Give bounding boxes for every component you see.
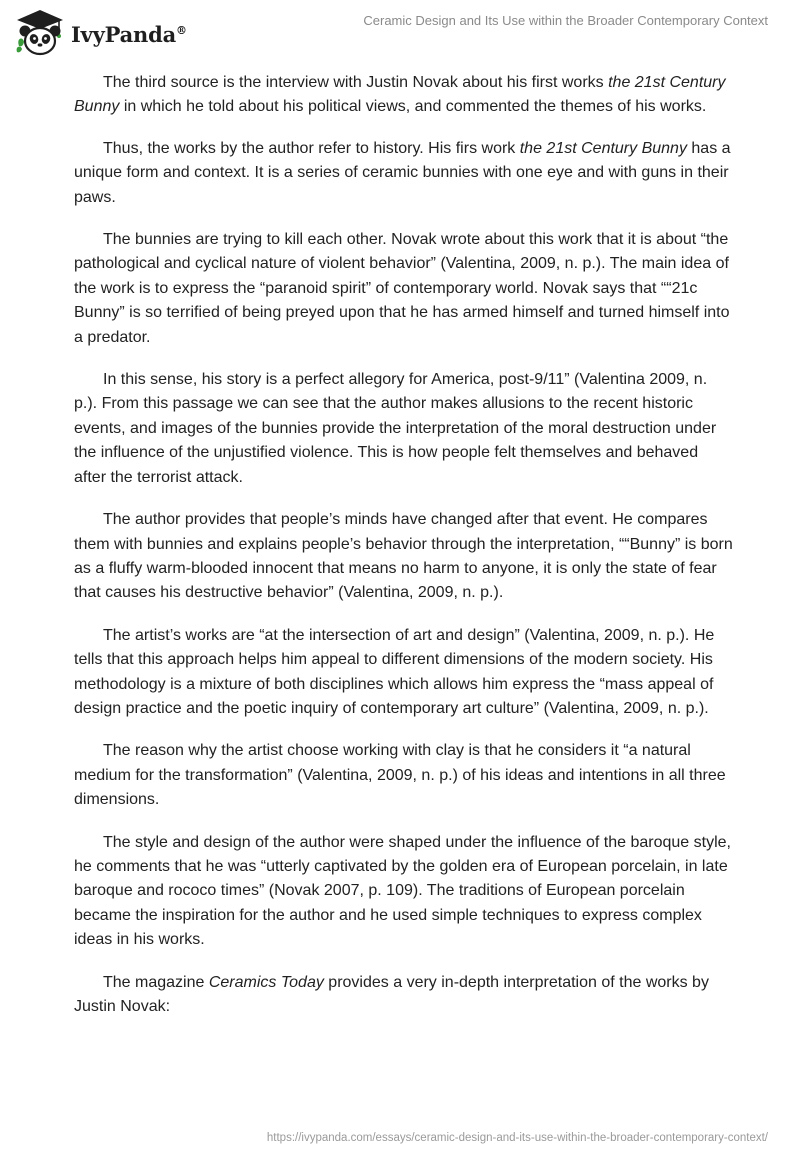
essay-body [74,71,734,1037]
logo-wordmark: IvyPanda® [71,21,187,47]
italic-title: Ceramics Today [208,973,324,991]
ivypanda-logo[interactable] [13,8,187,58]
source-url-link[interactable]: https://ivypanda.com/essays/ceramic-design-and-its-use-within-the-broader-contemporary-context/ [266,1132,768,1144]
paragraph: In this sense, his story is a perfect allegory for America, post-9/11” (Valentina 2009, n. p.). From this passage we can see that the author makes allusions to the recent historic events, and images of the bunnies provide the interpretation of the moral destruction under the influence of the unjustified violence. This is how people felt themselves and behaved after the terrorist attack. [74,371,717,486]
registered-mark: ® [176,23,187,37]
italic-title: the 21st Century Bunny [74,74,726,116]
paragraph: Thus, the works by the author refer to history. His firs work the 21st Century Bunny has a unique form and context. It is a series of ceramic bunnies with one eye and with guns in their paws. [74,139,731,206]
paragraph: The reason why the artist choose working with clay is that he considers it “a natural medium for the transformation” (Valentina, 2009, n. p.) of his ideas and intentions in all three dimensions. [74,742,726,809]
paragraph: The artist’s works are “at the intersection of art and design” (Valentina, 2009, n. p.). He tells that this approach helps him appeal to different dimensions of the modern society. His methodology is a mixture of both disciplines which allows him express the “mass appeal of design practice and the poetic inquiry of contemporary art culture” (Valentina, 2009, n. p.). [74,626,715,717]
paragraph: The magazine Ceramics Today provides a very in-depth interpretation of the works by Justin Novak: [74,973,709,1015]
page-header [0,0,800,60]
paragraph: The third source is the interview with Justin Novak about his first works the 21st Century Bunny in which he told about his political views, and commented the themes of his works. [74,74,726,116]
panda-logo-icon [13,8,67,58]
paragraph: The bunnies are trying to kill each other. Novak wrote about this work that it is about “the pathological and cyclical nature of violent behavior” (Valentina, 2009, n. p.). The main idea of the work is to express the “paranoid spirit” of contemporary world. Novak says that ““21c Bunny” is so terrified of being preyed upon that he has armed himself and turned himself into a predator. [74,231,730,346]
paragraph: The style and design of the author were shaped under the influence of the baroque style, he comments that he was “utterly captivated by the golden era of European porcelain, in late baroque and rococo times” (Novak 2007, p. 109). The traditions of European porcelain became the inspiration for the author and he used simple techniques to express complex ideas in his works. [74,833,731,949]
document-title: Ceramic Design and Its Use within the Broader Contemporary Context [363,13,768,28]
italic-title: the 21st Century Bunny [519,139,687,157]
paragraph: The author provides that people’s minds have changed after that event. He compares them with bunnies and explains people’s behavior through the interpretation, ““Bunny” is born as a fluffy warm-blooded innocent that means no harm to anyone, it is only the state of fear that causes his destructive behavior” (Valentina, 2009, n. p.). [74,511,733,602]
